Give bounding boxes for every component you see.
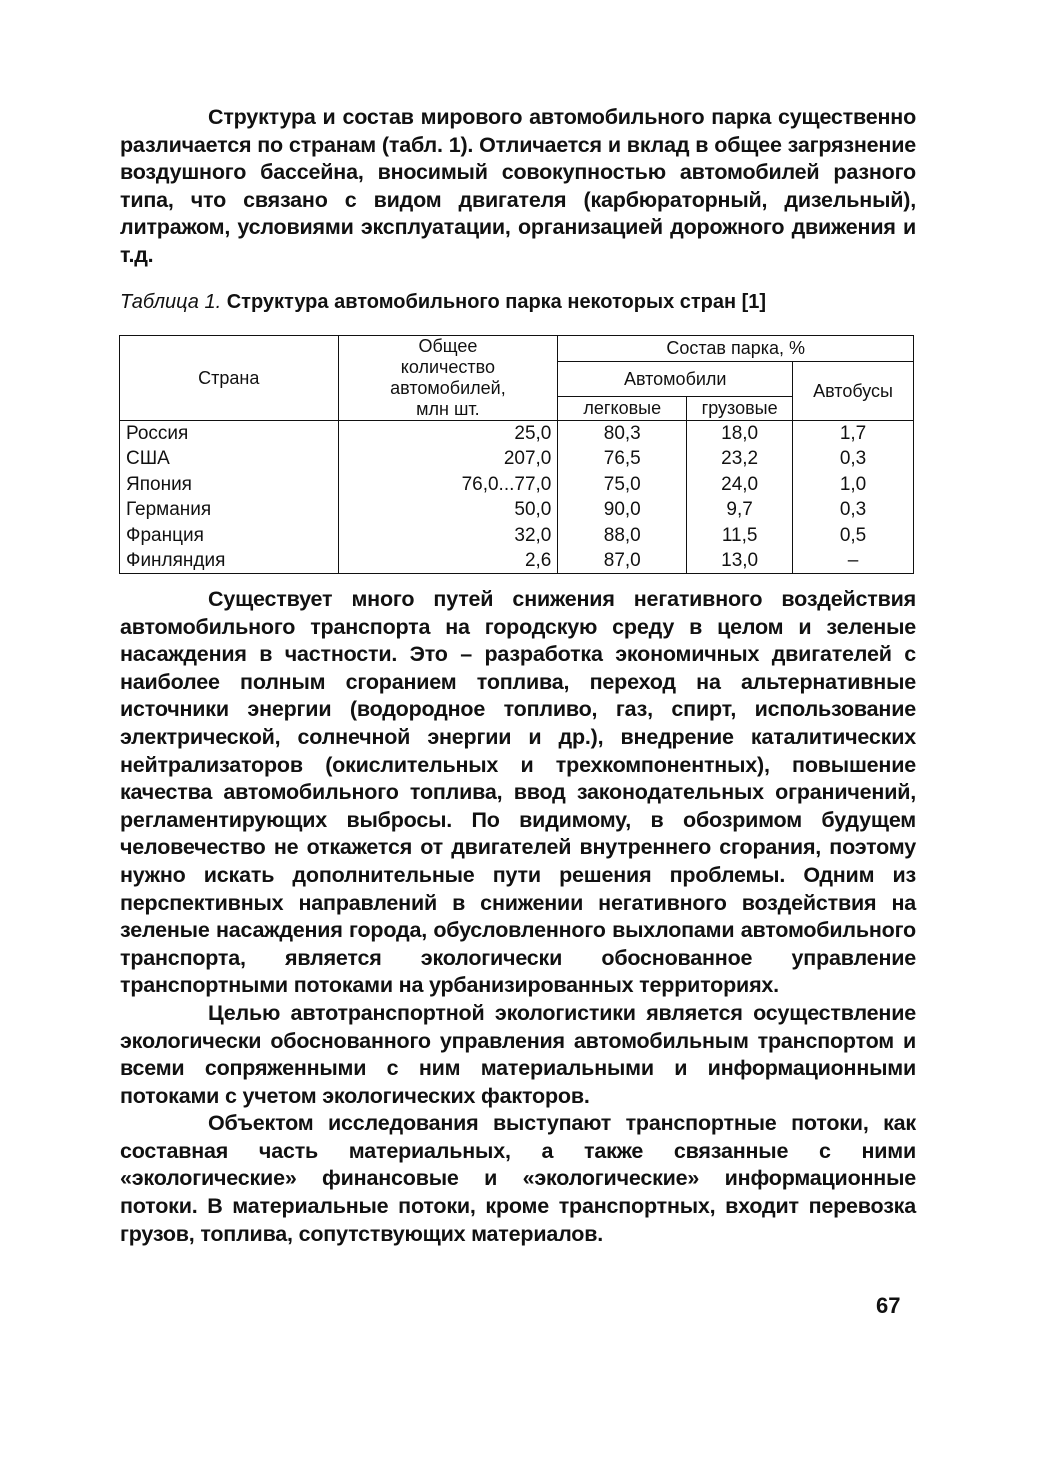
- cell-trucks: 11,5: [687, 523, 793, 548]
- body-text: [120, 586, 916, 1248]
- table-row: [120, 446, 914, 471]
- table-caption-label: Таблица 1.: [120, 291, 222, 313]
- header-country: Страна: [120, 336, 339, 421]
- cell-country: США: [120, 446, 339, 471]
- cell-total: 50,0: [338, 497, 558, 522]
- page-number: 67: [876, 1293, 901, 1318]
- table-row: [120, 523, 914, 548]
- header-passenger: легковые: [558, 397, 687, 421]
- cell-passenger: 90,0: [558, 497, 687, 522]
- cell-country: Германия: [120, 497, 339, 522]
- cell-passenger: 75,0: [558, 472, 687, 497]
- cell-buses: 1,7: [793, 421, 914, 447]
- table-row: [120, 421, 914, 447]
- table-row: [120, 548, 914, 574]
- table-row: [120, 497, 914, 522]
- vehicle-fleet-table: [119, 335, 914, 574]
- cell-trucks: 24,0: [687, 472, 793, 497]
- paragraph: Структура и состав мирового автомобильного парка существенно различается по странам (табл. 1). Отличается и вклад в общее загрязнение воздушного бассейна, вносимый совокупностью автомобилей разного типа, что связано с видом двигателя (карбюраторный, дизельный), литражом, условиями эксплуатации, организацией дорожного движения и т.д.: [120, 105, 916, 267]
- cell-trucks: 9,7: [687, 497, 793, 522]
- cell-passenger: 76,5: [558, 446, 687, 471]
- header-composition: Состав парка, %: [558, 336, 914, 362]
- paragraph: Существует много путей снижения негативного воздействия автомобильного транспорта на городскую среду в целом и зеленые насаждения в частности. Это – разработка экономичных двигателей с наиболее полным сгоранием топлива, переход на альтернативные источники энергии (водородное топливо, газ, спирт, использование электрической, солнечной энергии и др.), внедрение каталитических нейтрализаторов (окислительных и трехкомпонентных), повышение качества автомобильного топлива, ввод законодательных ограничений, регламентирующих выбросы. По видимому, в обозримом будущем человечество не откажется от двигателей внутреннего сгорания, поэтому нужно искать дополнительные пути решения проблемы. Одним из перспективных направлений в снижении негативного воздействия на зеленые насаждения города, обусловленного выхлопами автомобильного транспорта, является экологически обоснованное управление транспортными потоками на урбанизированных территориях.: [120, 587, 916, 998]
- cell-buses: 1,0: [793, 472, 914, 497]
- cell-country: Франция: [120, 523, 339, 548]
- cell-total: 32,0: [338, 523, 558, 548]
- cell-country: Япония: [120, 472, 339, 497]
- header-buses: Автобусы: [793, 362, 914, 421]
- paragraph: Объектом исследования выступают транспортные потоки, как составная часть материальных, а также связанные с ними «экологические» финансовые и «экологические» информационные потоки. В материальные потоки, кроме транспортных, входит перевозка грузов, топлива, сопутствующих материалов.: [120, 1111, 916, 1246]
- cell-total: 76,0...77,0: [338, 472, 558, 497]
- cell-country: Россия: [120, 421, 339, 447]
- cell-buses: –: [793, 548, 914, 574]
- cell-total: 25,0: [338, 421, 558, 447]
- table-caption-title: Структура автомобильного парка некоторых стран [1]: [226, 291, 767, 313]
- header-cars-group: Автомобили: [558, 362, 793, 397]
- cell-passenger: 87,0: [558, 548, 687, 574]
- cell-buses: 0,3: [793, 446, 914, 471]
- cell-trucks: 13,0: [687, 548, 793, 574]
- table-row: [120, 472, 914, 497]
- cell-buses: 0,3: [793, 497, 914, 522]
- intro-text: [120, 104, 916, 270]
- cell-total: 2,6: [338, 548, 558, 574]
- header-total: Общее количество автомобилей, млн шт.: [338, 336, 558, 421]
- cell-buses: 0,5: [793, 523, 914, 548]
- cell-trucks: 18,0: [687, 421, 793, 447]
- cell-trucks: 23,2: [687, 446, 793, 471]
- table-caption: [120, 291, 920, 314]
- cell-total: 207,0: [338, 446, 558, 471]
- cell-passenger: 88,0: [558, 523, 687, 548]
- paragraph: Целью автотранспортной экологистики является осуществление экологически обоснованного управления автомобильным транспортом и всеми сопряженными с ним материальными и информационными потоками с учетом экологических факторов.: [120, 1000, 916, 1108]
- header-trucks: грузовые: [687, 397, 793, 421]
- cell-passenger: 80,3: [558, 421, 687, 447]
- cell-country: Финляндия: [120, 548, 339, 574]
